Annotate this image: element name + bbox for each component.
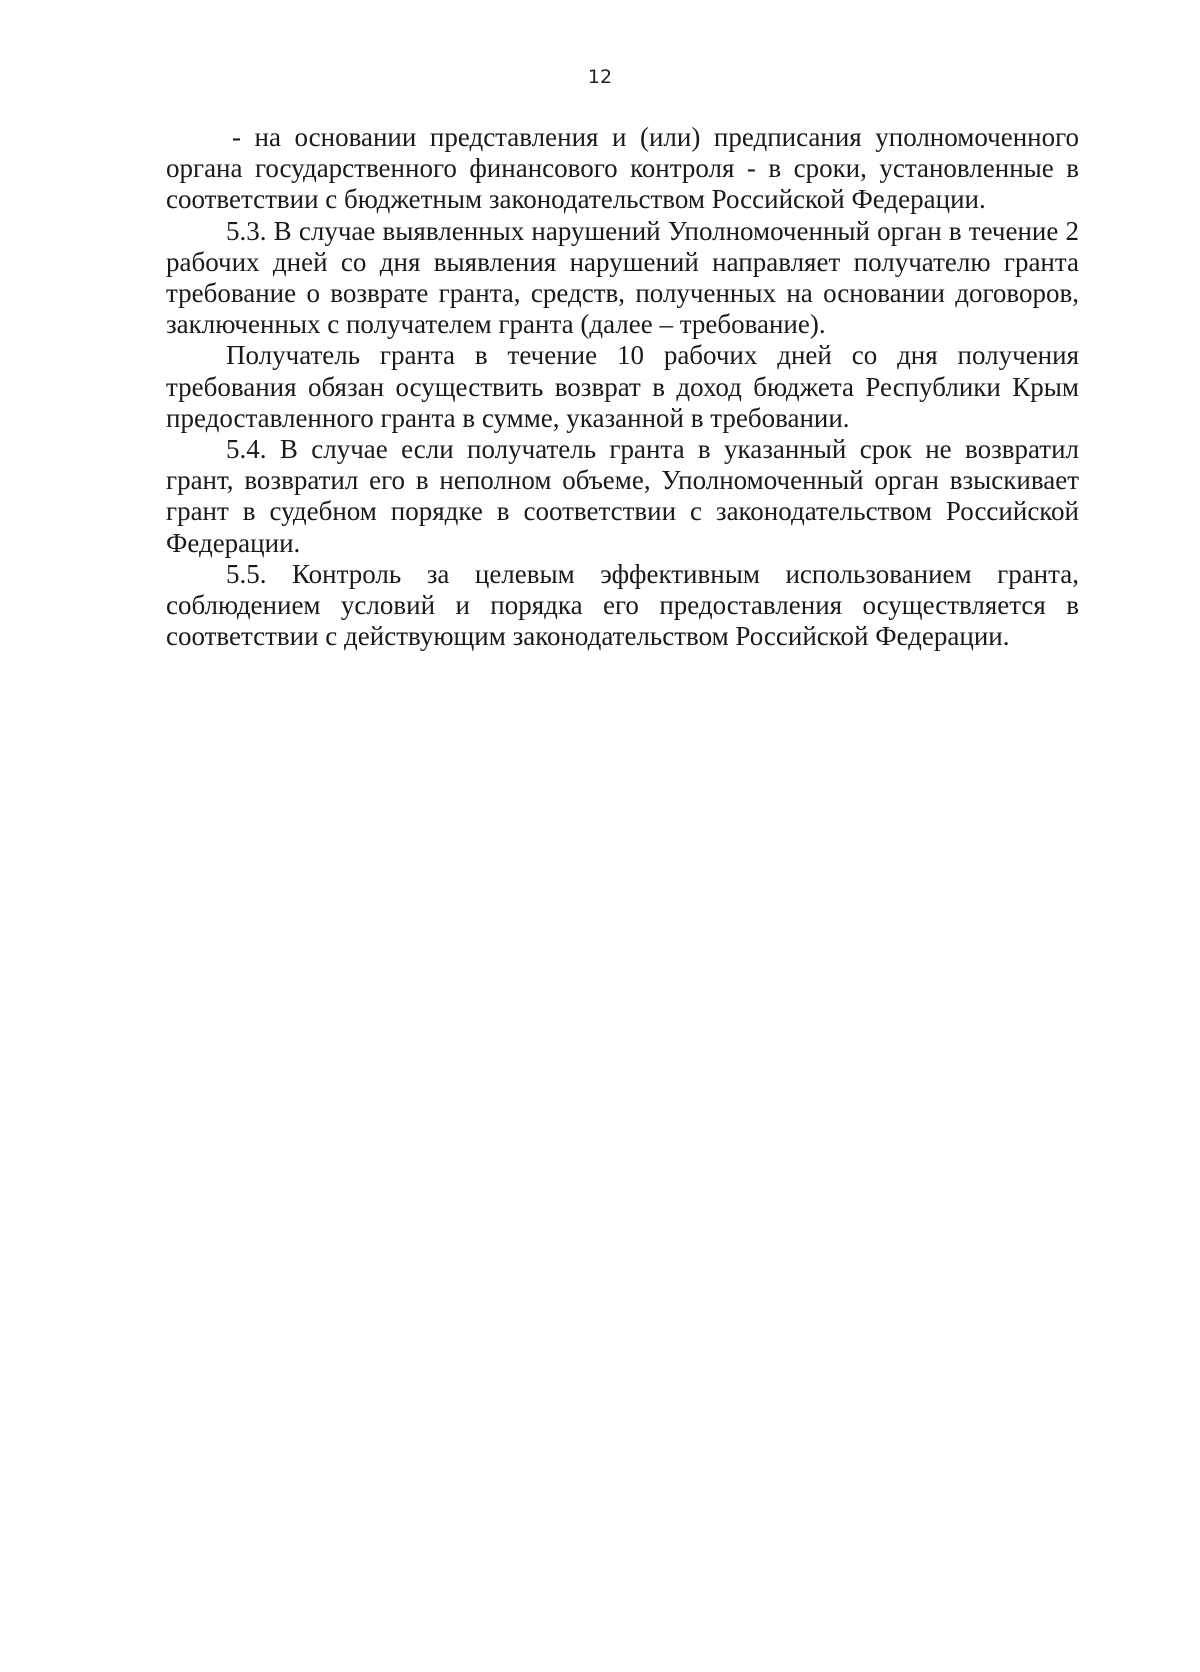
document-body [166,122,1079,652]
paragraph-5-3: 5.3. В случае выявленных нарушений Уполномоченный орган в течение 2 рабочих дней со дня выявления нарушений направляет получателю гранта требование о возврате гранта, средств, полученных на основании договоров, заключенных с получателем гранта (далее – требование). [166,215,1079,340]
paragraph-recipient-refund: Получатель гранта в течение 10 рабочих дней со дня получения требования обязан осуществить возврат в доход бюджета Республики Крым предоставленного гранта в сумме, указанной в требовании. [166,340,1079,433]
paragraph-representation-deadline: - на основании представления и (или) предписания уполномоченного органа государственного финансового контроля - в сроки, установленные в соответствии с бюджетным законодательством Российской Федерации. [166,122,1079,215]
paragraph-5-5: 5.5. Контроль за целевым эффективным использованием гранта, соблюдением условий и порядка его предоставления осуществляется в соответствии с действующим законодательством Российской Федерации. [166,558,1079,652]
page-number: 12 [587,66,613,88]
paragraph-5-4: 5.4. В случае если получатель гранта в указанный срок не возвратил грант, возвратил его в неполном объеме, Уполномоченный орган взыскивает грант в судебном порядке в соответствии с законодательством Российской Федерации. [166,434,1079,558]
